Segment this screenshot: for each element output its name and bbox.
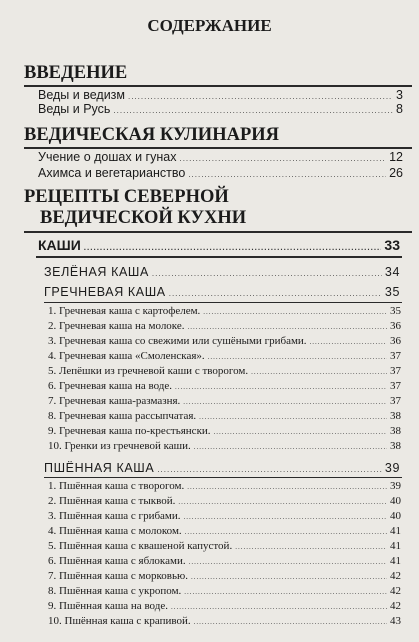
recipe-label: 7. Гречневая каша-размазня.: [48, 395, 181, 407]
recipe-entry[interactable]: [48, 480, 401, 492]
chapter-divider: [36, 256, 402, 258]
recipe-page: 40: [390, 495, 401, 507]
dot-leader: [152, 269, 382, 278]
recipe-entry[interactable]: [48, 425, 401, 437]
dot-leader: [84, 243, 382, 252]
recipe-entry[interactable]: [48, 540, 401, 552]
recipe-label: 10. Пшённая каша с крапивой.: [48, 615, 191, 627]
dot-leader: [203, 308, 387, 316]
dot-leader: [194, 618, 387, 626]
dot-leader: [184, 588, 387, 596]
toc-entry-label: ПШЁННАЯ КАША: [44, 461, 155, 475]
dot-leader: [178, 498, 387, 506]
dot-leader: [113, 106, 393, 115]
recipe-page: 38: [390, 410, 401, 422]
section-heading-recipes-line2: ВЕДИЧЕСКОЙ КУХНИ: [40, 208, 247, 228]
recipe-page: 37: [390, 380, 401, 392]
recipe-entry[interactable]: [48, 320, 401, 332]
toc-entry[interactable]: [38, 102, 403, 116]
toc-entry-label: КАШИ: [38, 237, 81, 253]
recipe-page: 38: [390, 425, 401, 437]
recipe-entry[interactable]: [48, 335, 401, 347]
recipe-entry[interactable]: [48, 510, 401, 522]
toc-entry-page: 39: [384, 461, 400, 475]
section-divider: [24, 231, 412, 233]
recipe-label: 3. Пшённая каша с грибами.: [48, 510, 181, 522]
dot-leader: [199, 413, 387, 421]
recipe-entry[interactable]: [48, 555, 401, 567]
dot-leader: [175, 383, 387, 391]
subchapter-divider: [44, 477, 402, 478]
toc-entry-page: 3: [396, 88, 403, 102]
recipe-page: 38: [390, 440, 401, 452]
dot-leader: [179, 154, 386, 163]
recipe-entry[interactable]: [48, 380, 401, 392]
recipe-page: 37: [390, 365, 401, 377]
recipe-page: 41: [390, 525, 401, 537]
toc-entry-page: 33: [384, 237, 400, 253]
recipe-label: 3. Гречневая каша со свежими или сушёными грибами.: [48, 335, 307, 347]
toc-entry-label: Веды и ведизм: [38, 88, 125, 102]
dot-leader: [235, 543, 387, 551]
recipe-label: 5. Пшённая каша с квашеной капустой.: [48, 540, 233, 552]
page-title: СОДЕРЖАНИЕ: [147, 16, 272, 35]
recipe-page: 42: [390, 585, 401, 597]
recipe-entry[interactable]: [48, 525, 401, 537]
recipe-page: 37: [390, 395, 401, 407]
dot-leader: [188, 323, 387, 331]
recipe-page: 42: [390, 570, 401, 582]
toc-subchapter-millet[interactable]: [44, 461, 400, 475]
toc-subchapter-buckwheat[interactable]: [44, 285, 400, 299]
toc-entry-page: 35: [384, 285, 400, 299]
dot-leader: [187, 483, 387, 491]
recipe-entry[interactable]: [48, 600, 401, 612]
toc-entry-page: 26: [389, 166, 403, 180]
recipe-entry[interactable]: [48, 305, 401, 317]
recipe-entry[interactable]: [48, 440, 401, 452]
toc-entry-page: 12: [389, 150, 403, 164]
recipe-label: 9. Пшённая каша на воде.: [48, 600, 168, 612]
dot-leader: [251, 368, 387, 376]
dot-leader: [183, 398, 387, 406]
recipe-label: 7. Пшённая каша с морковью.: [48, 570, 188, 582]
toc-entry-label: Ахимса и вегетарианство: [38, 166, 186, 180]
section-heading-recipes-line1: РЕЦЕПТЫ СЕВЕРНОЙ: [24, 187, 229, 207]
recipe-label: 8. Гречневая каша рассыпчатая.: [48, 410, 197, 422]
recipe-label: 1. Гречневая каша с картофелем.: [48, 305, 201, 317]
dot-leader: [157, 465, 382, 474]
recipe-entry[interactable]: [48, 570, 401, 582]
section-heading-intro: ВВЕДЕНИЕ: [24, 63, 128, 83]
toc-entry[interactable]: [38, 88, 403, 102]
recipe-page: 41: [390, 540, 401, 552]
recipe-entry[interactable]: [48, 410, 401, 422]
recipe-label: 9. Гречневая каша по-крестьянски.: [48, 425, 211, 437]
recipe-entry[interactable]: [48, 395, 401, 407]
toc-entry-label: ГРЕЧНЕВАЯ КАША: [44, 285, 166, 299]
dot-leader: [208, 353, 387, 361]
dot-leader: [189, 558, 387, 566]
recipe-entry[interactable]: [48, 585, 401, 597]
dot-leader: [185, 528, 387, 536]
toc-entry[interactable]: [38, 150, 403, 164]
recipe-page: 37: [390, 350, 401, 362]
dot-leader: [214, 428, 387, 436]
section-divider: [24, 147, 412, 149]
recipe-entry[interactable]: [48, 615, 401, 627]
recipe-page: 35: [390, 305, 401, 317]
toc-entry-label: ЗЕЛЁНАЯ КАША: [44, 265, 149, 279]
dot-leader: [188, 170, 386, 179]
recipe-label: 8. Пшённая каша с укропом.: [48, 585, 182, 597]
recipe-label: 5. Лепёшки из гречневой каши с творогом.: [48, 365, 249, 377]
toc-entry-label: Учение о дошах и гунах: [38, 150, 177, 164]
section-heading-vedic: ВЕДИЧЕСКАЯ КУЛИНАРИЯ: [24, 125, 279, 145]
recipe-label: 6. Пшённая каша с яблоками.: [48, 555, 186, 567]
dot-leader: [184, 513, 387, 521]
toc-entry[interactable]: [38, 166, 403, 180]
recipe-label: 1. Пшённая каша с творогом.: [48, 480, 185, 492]
recipe-label: 2. Гречневая каша на молоке.: [48, 320, 185, 332]
recipe-label: 4. Гречневая каша «Смоленская».: [48, 350, 205, 362]
recipe-entry[interactable]: [48, 495, 401, 507]
section-divider: [24, 85, 412, 87]
dot-leader: [191, 573, 387, 581]
recipe-page: 39: [390, 480, 401, 492]
dot-leader: [194, 443, 387, 451]
recipe-page: 36: [390, 320, 401, 332]
recipe-label: 10. Гренки из гречневой каши.: [48, 440, 191, 452]
recipe-page: 42: [390, 600, 401, 612]
subchapter-divider: [44, 302, 402, 303]
toc-entry-page: 34: [384, 265, 400, 279]
toc-entry-label: Веды и Русь: [38, 102, 111, 116]
recipe-entry[interactable]: [48, 350, 401, 362]
recipe-label: 4. Пшённая каша с молоком.: [48, 525, 182, 537]
recipe-label: 2. Пшённая каша с тыквой.: [48, 495, 176, 507]
dot-leader: [310, 338, 387, 346]
recipe-label: 6. Гречневая каша на воде.: [48, 380, 173, 392]
recipe-page: 36: [390, 335, 401, 347]
recipe-entry[interactable]: [48, 365, 401, 377]
dot-leader: [128, 92, 393, 101]
recipe-page: 41: [390, 555, 401, 567]
dot-leader: [169, 289, 382, 298]
recipe-page: 43: [390, 615, 401, 627]
dot-leader: [171, 603, 387, 611]
toc-chapter-kashi[interactable]: [38, 237, 400, 253]
toc-subchapter-green[interactable]: [44, 265, 400, 279]
toc-entry-page: 8: [396, 102, 403, 116]
recipe-page: 40: [390, 510, 401, 522]
